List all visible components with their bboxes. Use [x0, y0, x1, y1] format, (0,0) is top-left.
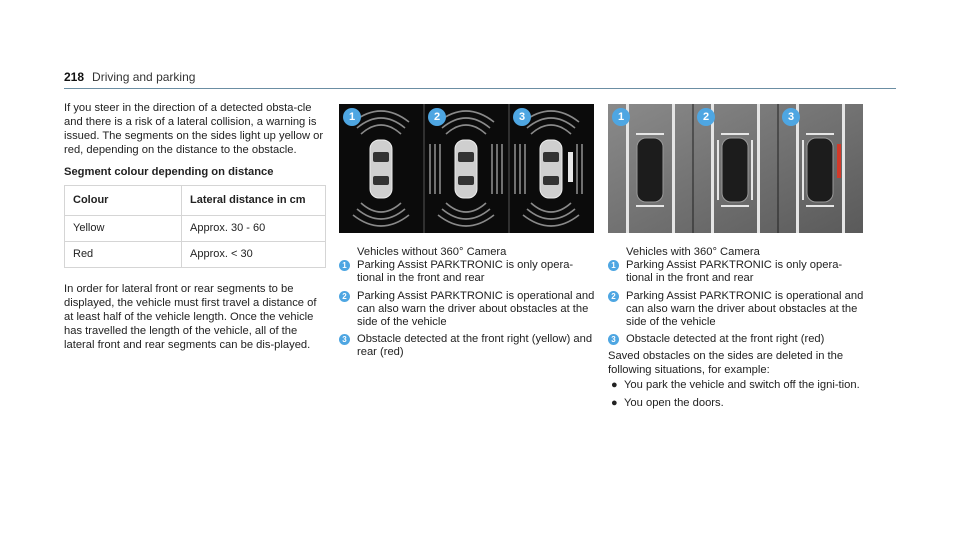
figure-marker-3: 3 — [782, 108, 800, 126]
caption-title: Vehicles with 360° Camera — [626, 246, 760, 258]
table-header-colour: Colour — [65, 186, 182, 216]
callout-number: 2 — [608, 291, 619, 302]
figure-marker-1: 1 — [343, 108, 361, 126]
list-item-text: Parking Assist PARKTRONIC is operational and can also warn the driver about obstacles at the side of the vehicle — [626, 289, 864, 329]
figure-without-camera — [339, 104, 594, 233]
list-item — [608, 379, 866, 392]
saved-obstacles-paragraph: Saved obstacles on the sides are deleted in the following situations, for example: — [608, 350, 844, 376]
bullet-list — [608, 379, 866, 410]
list-item-text: Parking Assist PARKTRONIC is only opera-tional in the front and rear — [357, 259, 574, 285]
table-cell: Yellow — [65, 216, 182, 242]
callout-number: 3 — [339, 334, 350, 345]
bullet-icon: ● — [611, 397, 618, 410]
lateral-segments-paragraph: In order for lateral front or rear segments to be displayed, the vehicle must first travel a distance of at least half of the vehicle length. Once the vehicle has travelled the length of the vehicle, all of the lateral front and rear segments can be dis-played. — [64, 283, 317, 351]
caption-list — [608, 259, 866, 346]
segment-colour-table — [64, 185, 326, 268]
table-cell: Approx. 30 - 60 — [182, 216, 326, 242]
list-item — [608, 290, 866, 330]
list-item-text: You open the doors. — [624, 397, 724, 410]
list-item-text: Obstacle detected at the front right (red) — [626, 333, 825, 346]
callout-number: 1 — [339, 260, 350, 271]
figure-marker-2: 2 — [428, 108, 446, 126]
list-item-text: Parking Assist PARKTRONIC is operational and can also warn the driver about obstacles at the side of the vehicle — [357, 289, 595, 329]
page-header — [64, 70, 195, 84]
figure-marker-1: 1 — [612, 108, 630, 126]
table-cell: Red — [65, 242, 182, 268]
table-header-distance: Lateral distance in cm — [182, 186, 326, 216]
list-item — [339, 333, 597, 359]
caption-without-camera — [339, 246, 597, 364]
list-item-text: Obstacle detected at the front right (yellow) and rear (red) — [357, 333, 593, 359]
figure-marker-3: 3 — [513, 108, 531, 126]
text-column — [64, 101, 326, 352]
intro-paragraph: If you steer in the direction of a detected obsta-cle and there is a risk of a lateral collision, a warning is issued. The segments on the sides light up yellow or red, depending on the distance to the obstacle. — [64, 102, 324, 156]
parktronic-illustration — [339, 104, 594, 233]
list-item — [608, 397, 866, 410]
section-title: Driving and parking — [92, 70, 196, 84]
callout-number: 3 — [608, 334, 619, 345]
list-item-text: Parking Assist PARKTRONIC is only opera-tional in the front and rear — [626, 259, 843, 285]
figure-marker-2: 2 — [697, 108, 715, 126]
caption-with-camera — [608, 246, 866, 415]
figure-with-camera — [608, 104, 863, 233]
list-item — [608, 333, 866, 346]
table-row — [65, 216, 326, 242]
callout-number: 2 — [339, 291, 350, 302]
table-title: Segment colour depending on distance — [64, 166, 274, 178]
table-row — [65, 242, 326, 268]
callout-number: 1 — [608, 260, 619, 271]
caption-title: Vehicles without 360° Camera — [357, 246, 507, 258]
header-rule — [64, 88, 896, 89]
caption-list — [339, 259, 597, 359]
table-header-row — [65, 186, 326, 216]
list-item — [339, 290, 597, 330]
list-item-text: You park the vehicle and switch off the igni-tion. — [624, 378, 860, 391]
list-item — [608, 259, 866, 285]
table-cell: Approx. < 30 — [182, 242, 326, 268]
bullet-icon: ● — [611, 378, 618, 391]
list-item — [339, 259, 597, 285]
camera-illustration — [608, 104, 863, 233]
page-number: 218 — [64, 70, 85, 84]
